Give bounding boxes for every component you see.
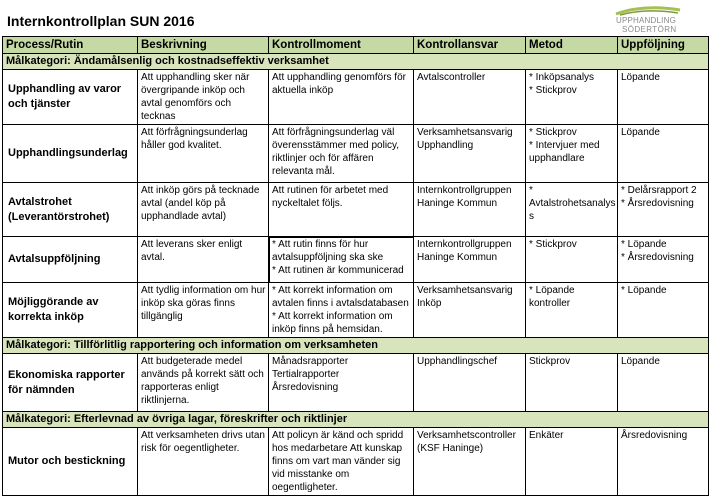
cell-line: håller god kvalitet. bbox=[141, 140, 222, 151]
cell-line: * Årsredovisning bbox=[621, 198, 694, 209]
cell-line: Att rutinen för arbetet med bbox=[272, 185, 389, 196]
cell-line: Avtalsuppföljning bbox=[8, 253, 101, 265]
uppfoljning-cell bbox=[618, 283, 709, 338]
cell-line: Årsredovisning bbox=[621, 430, 688, 441]
cell-line: Verksamhetsansvarig bbox=[417, 285, 513, 296]
cell-line: (Leverantörstrohet) bbox=[8, 210, 110, 223]
cell-line: Internkontrollgruppen bbox=[417, 239, 512, 250]
uppfoljning-cell bbox=[618, 354, 709, 412]
cell-line: Upphandlingschef bbox=[417, 356, 498, 367]
uppfoljning-cell bbox=[618, 125, 709, 183]
table-row bbox=[3, 283, 709, 338]
table-row bbox=[3, 70, 709, 125]
cell-line: och tjänster bbox=[8, 98, 71, 110]
cell-line: kontroller bbox=[529, 298, 571, 309]
cell-line: Avtalscontroller bbox=[417, 72, 486, 83]
cell-line: korrekta inköp bbox=[8, 311, 84, 323]
cell-line: avtal (andel köp på bbox=[141, 198, 226, 209]
cell-line: * Löpande bbox=[621, 285, 667, 296]
cell-line: Att inköp görs på tecknade bbox=[141, 185, 260, 196]
cell-line: * Att rutin finns för hur bbox=[272, 239, 369, 250]
beskrivning-cell bbox=[138, 125, 269, 183]
cell-line: Upphandling av varor bbox=[8, 83, 122, 95]
cell-line: aktuella inköp bbox=[272, 85, 334, 96]
cell-line: tillgänglig bbox=[141, 311, 183, 322]
process-cell bbox=[3, 283, 138, 338]
cell-line: Avtalstrohetsanalys bbox=[529, 198, 616, 209]
metod-cell bbox=[526, 283, 618, 338]
cell-line: Verksamhetsansvarig bbox=[417, 127, 513, 138]
cell-line: avtal. bbox=[141, 252, 165, 263]
header-process: Process/Rutin bbox=[3, 37, 138, 54]
cell-line: Löpande bbox=[621, 127, 660, 138]
metod-cell bbox=[526, 354, 618, 412]
metod-cell bbox=[526, 237, 618, 283]
cell-line: Enkäter bbox=[529, 430, 564, 441]
kontrollansvar-cell bbox=[414, 428, 526, 496]
cell-line: avtalsuppföljning ska ske bbox=[272, 252, 384, 263]
cell-line: rapporteras enligt bbox=[141, 382, 219, 393]
metod-cell bbox=[526, 125, 618, 183]
process-cell bbox=[3, 125, 138, 183]
cell-line: inköp finns på hemsidan. bbox=[272, 324, 383, 335]
cell-line: Att budgeterade medel bbox=[141, 356, 243, 367]
cell-line: Avtalstrohet bbox=[8, 195, 72, 208]
cell-line: * Delårsrapport 2 bbox=[621, 185, 697, 196]
metod-cell bbox=[526, 428, 618, 496]
kontrollansvar-cell bbox=[414, 283, 526, 338]
logo-line1: UPPHANDLING bbox=[616, 16, 676, 25]
header-beskrivning: Beskrivning bbox=[138, 37, 269, 54]
kontrollmoment-cell bbox=[269, 183, 414, 237]
cell-line: * Stickprov bbox=[529, 127, 577, 138]
kontrollansvar-cell bbox=[414, 237, 526, 283]
cell-line: Månadsrapporter bbox=[272, 356, 349, 367]
cell-line: övergripande inköp och bbox=[141, 85, 245, 96]
cell-line: Att policyn är känd och spridd bbox=[272, 430, 404, 441]
kontrollansvar-cell bbox=[414, 125, 526, 183]
uppfoljning-cell bbox=[618, 237, 709, 283]
process-cell bbox=[3, 237, 138, 283]
kontrollmoment-cell bbox=[269, 428, 414, 496]
cell-line: upphandlade avtal) bbox=[141, 211, 227, 222]
cell-line: vid misstanke om bbox=[272, 469, 350, 480]
title-row bbox=[2, 4, 708, 36]
metod-cell bbox=[526, 183, 618, 237]
cell-line: används på korrekt sätt och bbox=[141, 369, 264, 380]
cell-line: Att verksamheten drivs utan bbox=[141, 430, 265, 441]
table-row bbox=[3, 428, 709, 496]
upphandling-sodertorn-logo bbox=[612, 6, 686, 36]
cell-line: Att upphandling sker när bbox=[141, 72, 250, 83]
cell-line: riktlinjerna. bbox=[141, 395, 190, 406]
uppfoljning-cell bbox=[618, 183, 709, 237]
category-row bbox=[3, 412, 709, 428]
process-cell bbox=[3, 183, 138, 237]
cell-line: nyckeltalet följs. bbox=[272, 198, 343, 209]
uppfoljning-cell bbox=[618, 428, 709, 496]
cell-line: * Löpande bbox=[529, 285, 575, 296]
beskrivning-cell bbox=[138, 237, 269, 283]
table-row bbox=[3, 183, 709, 237]
kontrollmoment-cell bbox=[269, 70, 414, 125]
uppfoljning-cell bbox=[618, 70, 709, 125]
cell-line: Årsredovisning bbox=[272, 382, 339, 393]
cell-line: oegentligheter. bbox=[272, 482, 338, 493]
category-label: Målkategori: Tillförlitlig rapportering och information om verksamheten bbox=[3, 338, 709, 354]
cell-line: Möjliggörande av bbox=[8, 296, 99, 308]
cell-line: finns om vart man vänder sig bbox=[272, 456, 401, 467]
table-row bbox=[3, 125, 709, 183]
cell-line: Internkontrollgruppen bbox=[417, 185, 512, 196]
table-row bbox=[3, 354, 709, 412]
cell-line: * bbox=[529, 185, 533, 196]
cell-line: Haninge Kommun bbox=[417, 198, 498, 209]
cell-line: Mutor och bestickning bbox=[8, 455, 126, 467]
control-plan-table bbox=[2, 36, 709, 496]
cell-line: Att upphandling genomförs för bbox=[272, 72, 406, 83]
cell-line: * Stickprov bbox=[529, 239, 577, 250]
document-title: Internkontrollplan SUN 2016 bbox=[7, 13, 195, 29]
kontrollansvar-cell bbox=[414, 354, 526, 412]
cell-line: Att förfrågningsunderlag väl bbox=[272, 127, 395, 138]
cell-line: Stickprov bbox=[529, 356, 571, 367]
category-row bbox=[3, 338, 709, 354]
category-row bbox=[3, 54, 709, 70]
category-label: Målkategori: Ändamålsenlig och kostnadseffektiv verksamhet bbox=[3, 54, 709, 70]
cell-line: * Årsredovisning bbox=[621, 252, 694, 263]
kontrollmoment-cell bbox=[269, 354, 414, 412]
cell-line: relevanta mål. bbox=[272, 166, 335, 177]
cell-line: Ekonomiska rapporter bbox=[8, 368, 125, 381]
cell-line: Att förfrågningsunderlag bbox=[141, 127, 248, 138]
cell-line: * Att rutinen är kommunicerad bbox=[272, 265, 404, 276]
header-kontrollansvar: Kontrollansvar bbox=[414, 37, 526, 54]
cell-line: Löpande bbox=[621, 356, 660, 367]
cell-line: s bbox=[529, 211, 534, 222]
cell-line: tecknas bbox=[141, 111, 176, 122]
cell-line: * Löpande bbox=[621, 239, 667, 250]
header-metod: Metod bbox=[526, 37, 618, 54]
cell-line: upphandlare bbox=[529, 153, 585, 164]
cell-line: inköp ska göras finns bbox=[141, 298, 235, 309]
cell-line: * Att korrekt information om bbox=[272, 311, 393, 322]
header-kontrollmoment: Kontrollmoment bbox=[269, 37, 414, 54]
header-row bbox=[3, 37, 709, 54]
beskrivning-cell bbox=[138, 428, 269, 496]
category-label: Målkategori: Efterlevnad av övriga lagar, föreskrifter och riktlinjer bbox=[3, 412, 709, 428]
cell-line: för nämnden bbox=[8, 383, 75, 396]
beskrivning-cell bbox=[138, 183, 269, 237]
process-cell bbox=[3, 428, 138, 496]
cell-line: Inköp bbox=[417, 298, 442, 309]
logo-line2: SÖDERTÖRN bbox=[622, 25, 677, 34]
cell-line: avtalen finns i avtalsdatabasen bbox=[272, 298, 409, 309]
cell-line: * Intervjuer med bbox=[529, 140, 600, 151]
cell-line: Tertialrapporter bbox=[272, 369, 340, 380]
kontrollmoment-cell bbox=[269, 283, 414, 338]
table-row bbox=[3, 237, 709, 283]
kontrollmoment-cell bbox=[269, 125, 414, 183]
cell-line: avtal genomförs och bbox=[141, 98, 232, 109]
kontrollansvar-cell bbox=[414, 70, 526, 125]
cell-line: risk för oegentligheter. bbox=[141, 443, 240, 454]
cell-line: Löpande bbox=[621, 72, 660, 83]
cell-line: Att leverans sker enligt bbox=[141, 239, 243, 250]
cell-line: (KSF Haninge) bbox=[417, 443, 484, 454]
cell-line: Upphandling bbox=[417, 140, 474, 151]
cell-line: hos medarbetare Att kunskap bbox=[272, 443, 403, 454]
beskrivning-cell bbox=[138, 354, 269, 412]
cell-line: överensstämmer med policy, bbox=[272, 140, 400, 151]
cell-line: Upphandlingsunderlag bbox=[8, 147, 128, 159]
cell-line: * Inköpsanalys bbox=[529, 72, 595, 83]
cell-line: * Stickprov bbox=[529, 85, 577, 96]
process-cell bbox=[3, 70, 138, 125]
process-cell bbox=[3, 354, 138, 412]
cell-line: riktlinjer och för affären bbox=[272, 153, 374, 164]
cell-line: * Att korrekt information om bbox=[272, 285, 393, 296]
header-uppfoljning: Uppföljning bbox=[618, 37, 709, 54]
cell-line: Verksamhetscontroller bbox=[417, 430, 516, 441]
beskrivning-cell bbox=[138, 283, 269, 338]
kontrollmoment-cell bbox=[269, 237, 414, 283]
kontrollansvar-cell bbox=[414, 183, 526, 237]
cell-line: Att tydlig information om hur bbox=[141, 285, 266, 296]
logo-swoosh-icon bbox=[614, 6, 682, 16]
metod-cell bbox=[526, 70, 618, 125]
beskrivning-cell bbox=[138, 70, 269, 125]
cell-line: Haninge Kommun bbox=[417, 252, 498, 263]
